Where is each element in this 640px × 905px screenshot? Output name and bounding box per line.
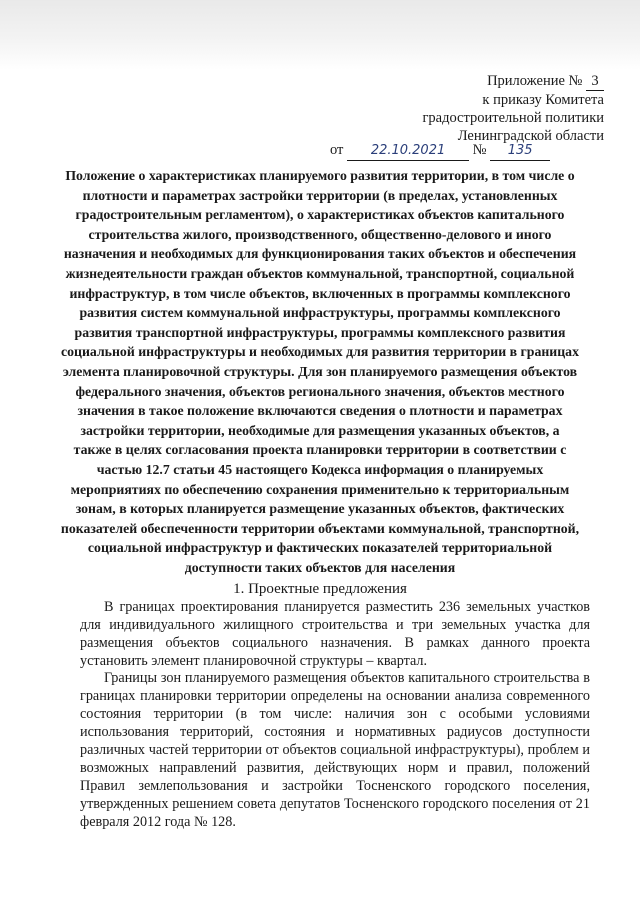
handwritten-number: 135 — [507, 143, 533, 158]
paragraph-1: В границах проектирования планируется разместить 236 земельных участков для индивидуального жилищного строительства и три земельных участка для размещения объектов социального назначения. В рамках данного проекта установить элемент планировочной структуры – квартал. — [80, 599, 590, 669]
appendix-line-1 — [364, 72, 604, 91]
appendix-label: Приложение № — [487, 73, 583, 89]
appendix-block — [364, 72, 604, 145]
handwritten-date: 22.10.2021 — [370, 143, 446, 158]
document-title: Положение о характеристиках планируемого развития территории, в том числе о плотности и параметрах застройки территории (в пределах, установленных градостроительным регламентом), о характеристиках объектов капитального строительства жилого, производственного, общественно-делового и иного назначения и необходимых для функционирования таких объектов и обеспечения жизнедеятельности граждан объектов коммунальной, транспортной, социальной инфраструктур, в том числе объектов, включенных в программы комплексного развития систем коммунальной инфраструктуры, программы комплексного развития транспортной инфраструктуры, программы комплексного развития социальной инфраструктуры и необходимых для развития территории в границах элемента планировочной структуры. Для зон планируемого размещения объектов федерального значения, объектов регионального значения, объектов местного значения в такое положение включаются сведения о плотности и параметрах застройки территории, необходимые для размещения указанных объектов, а также в целях согласования проекта планировки территории в соответствии с частью 12.7 статьи 45 настоящего Кодекса информация о планируемых мероприятиях по обеспечению сохранения применительно к территориальным зонам, в которых планируется размещение указанных объектов, фактических показателей обеспеченности территории объектами коммунальной, транспортной, социальной инфраструктур и фактических показателей территориальной доступности таких объектов для населения — [60, 168, 580, 575]
paragraph-2: Границы зон планируемого размещения объектов капитального строительства в границах планировки территории определены на основании анализа современного состояния территории (в том числе: наличия зон с особыми условиями использования территорий, состояния и нормативных радиусов доступности различных частей территории от объектов социальной инфраструктуры), проблем и возможных направлений развития, действующих норм и правил, положений Правил землепользования и застройки Тосненского городского поселения, утвержденных решением совета депутатов Тосненского городского поселения от 21 февраля 2012 года № 128. — [80, 670, 590, 830]
section-heading: 1. Проектные предложения — [233, 581, 407, 597]
appendix-number: 3 — [586, 72, 604, 91]
appendix-line-2: к приказу Комитета — [482, 92, 604, 108]
appendix-line-3: градостроительной политики — [422, 110, 604, 126]
appendix-line-4: Ленинградской области — [457, 128, 604, 144]
order-date-line — [330, 141, 610, 161]
date-prefix: от — [330, 142, 344, 158]
date-field — [347, 141, 469, 161]
number-field — [490, 141, 550, 161]
scan-shadow — [0, 0, 640, 70]
number-prefix: № — [472, 142, 487, 158]
